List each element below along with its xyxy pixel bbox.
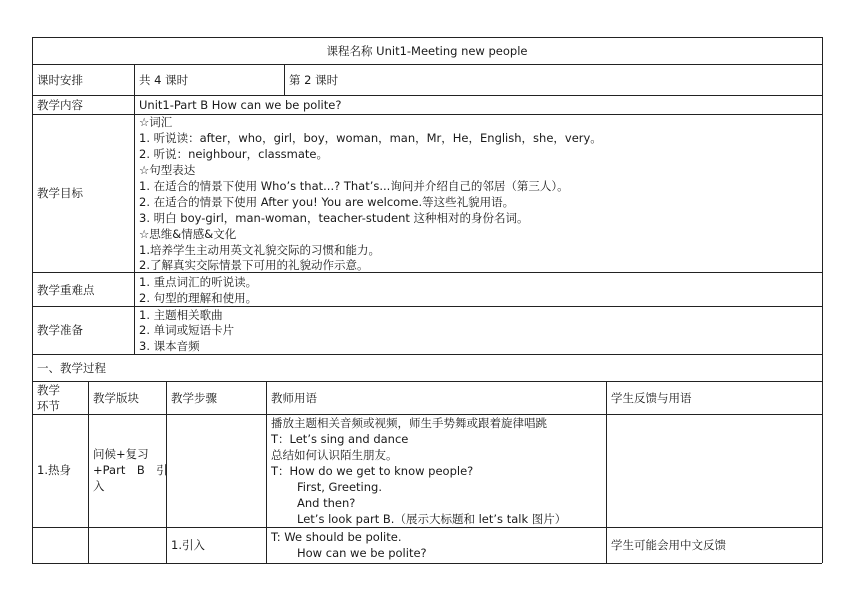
warmup-stage: 1.热身 xyxy=(37,463,71,477)
goal-line: ☆句型表达 xyxy=(139,163,196,177)
goal-line: ☆词汇 xyxy=(139,115,173,129)
warmup-teacher-line: T：How do we get to know people? xyxy=(271,464,474,478)
goal-line: 1. 在适合的情景下使用 Who’s that...? That’s...询问并介绍自己的邻居（第三人）。 xyxy=(139,179,569,193)
header-stage-line1: 教学 xyxy=(37,383,60,397)
intro-teacher-line: T: We should be polite. xyxy=(271,530,402,544)
rule xyxy=(32,64,822,65)
rule-top xyxy=(32,37,822,38)
warmup-teacher-line: And then? xyxy=(297,496,356,510)
border-left xyxy=(32,37,33,563)
intro-student-feedback: 学生可能会用中文反馈 xyxy=(611,538,726,552)
warmup-teacher-line: T：Let’s sing and dance xyxy=(271,432,409,446)
current-hour: 第 2 课时 xyxy=(289,73,339,87)
goal-line: 1.培养学生主动用英文礼貌交际的习惯和能力。 xyxy=(139,243,380,257)
keypoint-line: 2. 句型的理解和使用。 xyxy=(139,291,258,305)
warmup-module-line: 问候+复习 xyxy=(93,447,149,461)
total-hours: 共 4 课时 xyxy=(139,73,189,87)
keypoint-line: 1. 重点词汇的听说读。 xyxy=(139,275,258,289)
warmup-teacher-line: Let’s look part B.（展示大标题和 let’s talk 图片） xyxy=(297,512,567,526)
header-teacher: 教师用语 xyxy=(271,391,317,405)
warmup-teacher-line: 播放主题相关音频或视频，师生手势舞或跟着旋律唱跳 xyxy=(271,416,547,430)
rule xyxy=(32,354,822,355)
course-title: 课程名称 Unit1-Meeting new people xyxy=(326,44,528,58)
goal-line: 1. 听说读：after，who，girl，boy，woman，man，Mr，He，English，she，very。 xyxy=(139,131,602,145)
goal-line: 2. 听说：neighbour，classmate。 xyxy=(139,147,329,161)
prep-line: 2. 单词或短语卡片 xyxy=(139,323,235,337)
warmup-teacher-line: First, Greeting. xyxy=(297,480,382,494)
rule xyxy=(32,381,822,382)
content-label: 教学内容 xyxy=(37,98,83,112)
prep-line: 1. 主题相关歌曲 xyxy=(139,308,223,322)
column-divider xyxy=(88,381,89,563)
header-stage-line2: 环节 xyxy=(37,399,60,413)
process-heading: 一、教学过程 xyxy=(37,361,106,375)
keypoints-label: 教学重难点 xyxy=(37,283,95,297)
column-divider xyxy=(606,381,607,563)
warmup-teacher-line: 总结如何认识陌生朋友。 xyxy=(271,448,398,462)
content-value: Unit1-Part B How can we be polite? xyxy=(139,98,342,112)
rule xyxy=(32,95,822,96)
border-right xyxy=(822,37,823,563)
header-module: 教学版块 xyxy=(93,391,139,405)
warmup-module-line: +Part B 引 xyxy=(93,463,168,477)
goal-line: 2. 在适合的情景下使用 After you! You are welcome.等这些礼貌用语。 xyxy=(139,195,515,209)
header-steps: 教学步骤 xyxy=(171,391,217,405)
goal-line: ☆思维&情感&文化 xyxy=(139,227,237,241)
intro-step: 1.引入 xyxy=(171,538,205,552)
goals-label: 教学目标 xyxy=(37,186,83,200)
warmup-module-line: 入 xyxy=(93,479,105,493)
column-divider xyxy=(266,381,267,563)
rule xyxy=(32,527,822,528)
rule-bottom xyxy=(32,563,822,564)
column-divider xyxy=(134,64,135,354)
goal-line: 2.了解真实交际情景下可用的礼貌动作示意。 xyxy=(139,258,369,272)
prep-label: 教学准备 xyxy=(37,323,83,337)
goal-line: 3. 明白 boy-girl，man-woman，teacher-student 这种相对的身份名词。 xyxy=(139,211,529,225)
column-divider xyxy=(284,64,285,95)
intro-teacher-line: How can we be polite? xyxy=(297,546,427,560)
prep-line: 3. 课本音频 xyxy=(139,339,200,353)
schedule-label: 课时安排 xyxy=(37,73,83,87)
header-student: 学生反馈与用语 xyxy=(611,391,692,405)
